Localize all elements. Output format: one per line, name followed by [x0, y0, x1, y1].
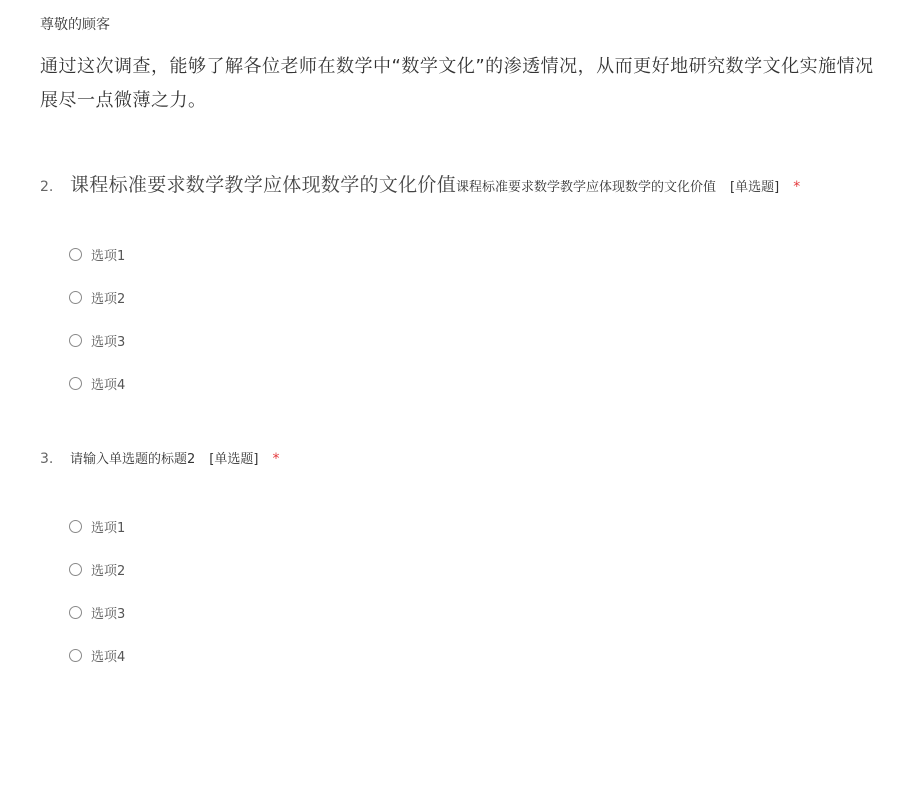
- option-label: 选项2: [91, 291, 126, 307]
- question-header: [40, 170, 800, 197]
- option-label: 选项1: [91, 248, 126, 264]
- radio-option[interactable]: [69, 330, 125, 350]
- radio-button[interactable]: [69, 649, 82, 662]
- radio-option[interactable]: [69, 516, 125, 536]
- question-number: 3.: [40, 451, 54, 467]
- radio-button[interactable]: [69, 606, 82, 619]
- radio-button[interactable]: [69, 563, 82, 576]
- question-type-badge: [单选题]: [209, 452, 259, 467]
- radio-option[interactable]: [69, 373, 125, 393]
- radio-option[interactable]: [69, 287, 125, 307]
- radio-option[interactable]: [69, 602, 125, 622]
- option-label: 选项3: [91, 606, 126, 622]
- radio-option[interactable]: [69, 559, 125, 579]
- option-label: 选项2: [91, 563, 126, 579]
- option-label: 选项4: [91, 649, 126, 665]
- question-title: 课程标准要求数学教学应体现数学的文化价值: [70, 174, 457, 196]
- question-type-badge: [单选题]: [730, 180, 780, 195]
- option-label: 选项4: [91, 377, 126, 393]
- radio-button[interactable]: [69, 520, 82, 533]
- option-label: 选项3: [91, 334, 126, 350]
- question-title: 请输入单选题的标题2: [70, 452, 196, 467]
- question-number: 2.: [40, 179, 54, 195]
- intro-paragraph: [40, 50, 900, 118]
- intro-line: 通过这次调查，能够了解各位老师在数学中“数学文化”的渗透情况，从而更好地研究数学文化实施情况: [40, 56, 874, 77]
- radio-button[interactable]: [69, 291, 82, 304]
- radio-button[interactable]: [69, 334, 82, 347]
- question-header: [40, 448, 279, 467]
- required-marker: *: [272, 451, 280, 467]
- radio-option[interactable]: [69, 244, 125, 264]
- greeting-text: 尊敬的顾客: [40, 17, 110, 33]
- required-marker: *: [793, 179, 801, 195]
- radio-option[interactable]: [69, 645, 125, 665]
- intro-line: 展尽一点微薄之力。: [40, 90, 207, 111]
- question-title-duplicate: 课程标准要求数学教学应体现数学的文化价值: [456, 180, 717, 195]
- radio-button[interactable]: [69, 248, 82, 261]
- radio-button[interactable]: [69, 377, 82, 390]
- option-label: 选项1: [91, 520, 126, 536]
